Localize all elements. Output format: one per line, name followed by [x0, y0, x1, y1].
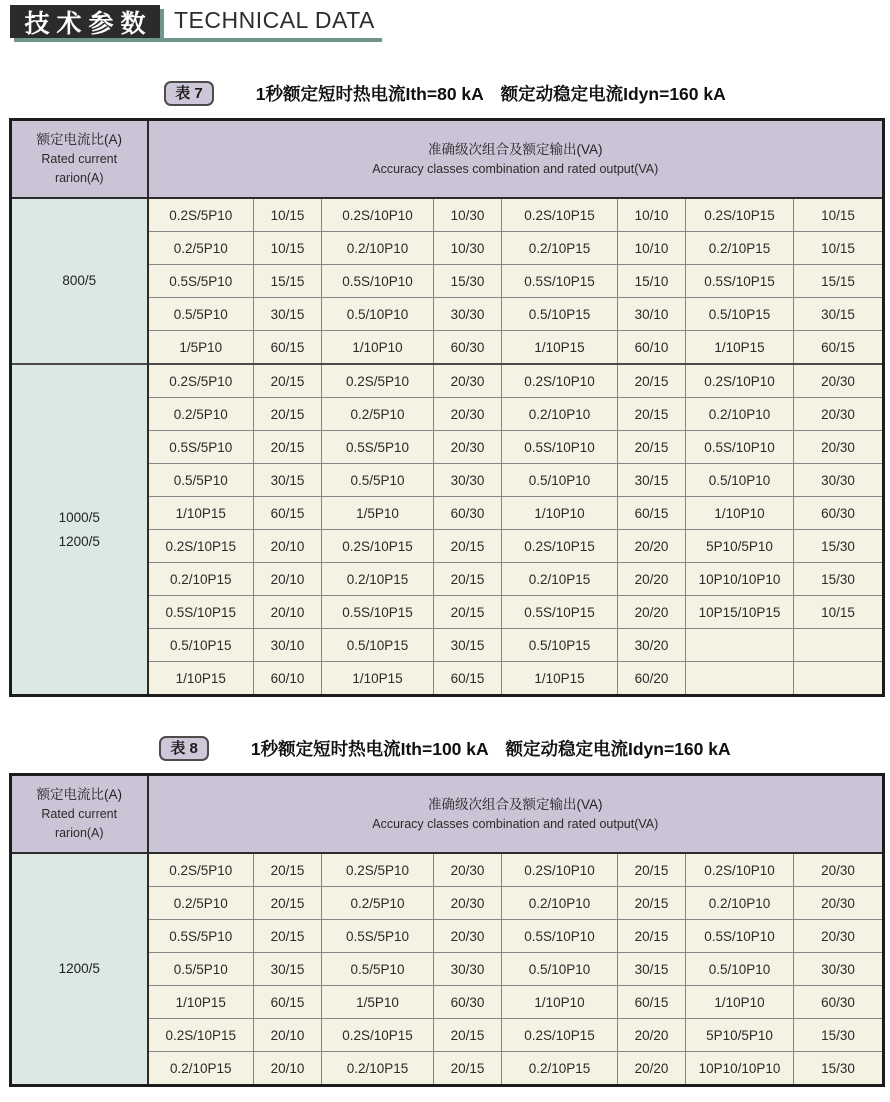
accuracy-combo-cell	[686, 662, 794, 696]
table-row	[11, 853, 884, 887]
accuracy-combo-cell: 1/5P10	[322, 986, 434, 1019]
rated-output-cell: 20/20	[618, 530, 686, 563]
rated-output-cell: 30/15	[434, 629, 502, 662]
accuracy-combo-cell: 0.2/10P10	[502, 887, 618, 920]
table7-title-text: 1秒额定短时热电流Ith=80 kA 额定动稳定电流Idyn=160 kA	[255, 83, 726, 104]
accuracy-combo-cell: 0.2S/10P10	[686, 853, 794, 887]
rated-output-cell: 20/10	[254, 1019, 322, 1052]
accuracy-header-cn: 准确级次组合及额定输出(VA)	[428, 796, 603, 812]
rated-output-cell	[794, 629, 884, 662]
rated-output-cell: 20/15	[254, 364, 322, 398]
rated-output-cell: 20/15	[618, 853, 686, 887]
rated-output-cell: 15/30	[794, 1052, 884, 1086]
accuracy-combo-cell: 1/10P10	[502, 497, 618, 530]
accuracy-header-cell	[148, 120, 884, 199]
accuracy-combo-cell: 0.5S/10P10	[502, 431, 618, 464]
accuracy-combo-cell: 0.5S/10P15	[148, 596, 254, 629]
rated-output-cell: 20/30	[794, 431, 884, 464]
rated-output-cell: 10/15	[794, 232, 884, 265]
table7	[9, 118, 885, 697]
rated-output-cell: 20/20	[618, 1019, 686, 1052]
rated-output-cell: 60/30	[434, 986, 502, 1019]
rated-output-cell: 15/10	[618, 265, 686, 298]
table7-title-row	[0, 80, 890, 106]
table8-head	[11, 775, 884, 854]
accuracy-header-cell	[148, 775, 884, 854]
accuracy-combo-cell: 0.5/10P10	[686, 464, 794, 497]
accuracy-combo-cell: 0.5S/10P15	[502, 596, 618, 629]
accuracy-combo-cell: 0.2/10P15	[322, 563, 434, 596]
accuracy-combo-cell: 0.5S/10P15	[686, 265, 794, 298]
rated-output-cell: 20/30	[794, 364, 884, 398]
accuracy-combo-cell: 0.2S/5P10	[322, 364, 434, 398]
table8-title-row	[0, 735, 890, 761]
accuracy-combo-cell: 0.2S/10P15	[502, 198, 618, 232]
rated-output-cell: 20/15	[434, 596, 502, 629]
rated-output-cell: 60/30	[434, 331, 502, 365]
rated-output-cell: 30/30	[434, 298, 502, 331]
rated-output-cell: 10/30	[434, 232, 502, 265]
accuracy-combo-cell: 0.5S/10P10	[686, 431, 794, 464]
accuracy-combo-cell: 0.2/10P10	[686, 398, 794, 431]
accuracy-combo-cell: 0.5S/10P15	[322, 596, 434, 629]
rated-output-cell: 30/15	[794, 298, 884, 331]
accuracy-combo-cell: 10P10/10P10	[686, 1052, 794, 1086]
page-title-en: TECHNICAL DATA	[174, 7, 375, 33]
accuracy-combo-cell: 0.5S/10P10	[686, 920, 794, 953]
accuracy-combo-cell: 0.5/5P10	[148, 464, 254, 497]
ratio-value: 1000/5	[58, 509, 100, 525]
accuracy-combo-cell: 1/10P15	[502, 662, 618, 696]
rated-output-cell: 10/15	[254, 198, 322, 232]
rated-output-cell: 30/15	[254, 298, 322, 331]
rated-output-cell: 15/30	[794, 530, 884, 563]
accuracy-combo-cell: 0.2S/10P15	[502, 1019, 618, 1052]
rated-output-cell: 30/15	[254, 953, 322, 986]
accuracy-combo-cell: 0.2/5P10	[148, 232, 254, 265]
accuracy-combo-cell: 0.5S/5P10	[148, 431, 254, 464]
accuracy-combo-cell: 0.2/5P10	[148, 887, 254, 920]
rated-output-cell: 20/30	[434, 398, 502, 431]
page-title-cn: 技术参数	[10, 5, 160, 38]
accuracy-combo-cell: 10P10/10P10	[686, 563, 794, 596]
rated-output-cell: 20/30	[434, 853, 502, 887]
rated-output-cell: 20/30	[434, 431, 502, 464]
accuracy-combo-cell: 5P10/5P10	[686, 530, 794, 563]
rated-output-cell: 20/10	[254, 596, 322, 629]
rated-output-cell: 30/10	[254, 629, 322, 662]
accuracy-combo-cell: 0.2/10P15	[502, 1052, 618, 1086]
accuracy-combo-cell: 0.2S/5P10	[322, 853, 434, 887]
accuracy-combo-cell: 0.5/10P15	[148, 629, 254, 662]
rated-output-cell: 60/15	[254, 986, 322, 1019]
accuracy-combo-cell: 0.2S/10P15	[502, 530, 618, 563]
accuracy-combo-cell: 0.2/10P15	[502, 232, 618, 265]
accuracy-combo-cell: 0.5S/5P10	[148, 920, 254, 953]
accuracy-combo-cell	[686, 629, 794, 662]
rated-output-cell: 20/30	[434, 364, 502, 398]
accuracy-combo-cell: 1/10P10	[502, 986, 618, 1019]
accuracy-combo-cell: 1/10P15	[502, 331, 618, 365]
rated-output-cell: 20/15	[618, 920, 686, 953]
rated-current-ratio-cell	[11, 198, 148, 364]
accuracy-combo-cell: 0.2/10P15	[148, 563, 254, 596]
accuracy-combo-cell: 0.2S/5P10	[148, 853, 254, 887]
rated-output-cell: 60/20	[618, 662, 686, 696]
rated-output-cell: 30/30	[794, 953, 884, 986]
accuracy-combo-cell: 0.5/5P10	[322, 953, 434, 986]
accuracy-combo-cell: 0.2/10P15	[148, 1052, 254, 1086]
accuracy-combo-cell: 0.5/10P15	[502, 298, 618, 331]
rated-output-cell: 20/15	[254, 920, 322, 953]
rated-output-cell: 20/15	[254, 398, 322, 431]
ratio-header-cn: 额定电流比(A)	[36, 132, 122, 147]
rated-output-cell: 60/15	[254, 331, 322, 365]
accuracy-combo-cell: 0.2S/10P10	[322, 198, 434, 232]
table-header-row	[11, 120, 884, 199]
ratio-value: 800/5	[62, 273, 97, 288]
accuracy-combo-cell: 0.2S/10P15	[322, 1019, 434, 1052]
accuracy-combo-cell: 0.5/10P15	[686, 298, 794, 331]
accuracy-combo-cell: 1/10P15	[148, 986, 254, 1019]
rated-output-cell: 20/15	[434, 1052, 502, 1086]
rated-output-cell: 60/30	[794, 497, 884, 530]
rated-output-cell: 15/30	[794, 563, 884, 596]
table-header-row	[11, 775, 884, 854]
accuracy-combo-cell: 1/10P10	[686, 986, 794, 1019]
accuracy-combo-cell: 0.5/10P10	[686, 953, 794, 986]
rated-output-cell: 20/15	[618, 398, 686, 431]
ratio-header-en1: Rated current	[41, 807, 118, 821]
table8	[9, 773, 885, 1087]
accuracy-combo-cell: 1/5P10	[322, 497, 434, 530]
rated-output-cell: 30/30	[434, 464, 502, 497]
rated-output-cell: 20/30	[794, 920, 884, 953]
accuracy-combo-cell: 0.5S/5P10	[322, 920, 434, 953]
rated-output-cell: 20/15	[254, 853, 322, 887]
table7-body	[11, 198, 884, 696]
rated-output-cell: 60/15	[618, 497, 686, 530]
rated-output-cell: 20/10	[254, 530, 322, 563]
rated-output-cell: 20/30	[794, 853, 884, 887]
accuracy-combo-cell: 0.2S/10P10	[502, 853, 618, 887]
accuracy-combo-cell: 1/10P10	[686, 497, 794, 530]
ratio-header-cn: 额定电流比(A)	[36, 787, 122, 802]
accuracy-combo-cell: 1/10P15	[148, 662, 254, 696]
accuracy-combo-cell: 0.2S/10P10	[686, 364, 794, 398]
accuracy-combo-cell: 0.2S/10P15	[322, 530, 434, 563]
rated-output-cell: 10/30	[434, 198, 502, 232]
table8-badge: 表 8	[159, 736, 209, 761]
accuracy-combo-cell: 0.5S/10P15	[502, 265, 618, 298]
rated-output-cell: 20/15	[618, 887, 686, 920]
accuracy-combo-cell: 1/10P15	[686, 331, 794, 365]
accuracy-combo-cell: 0.5S/5P10	[148, 265, 254, 298]
rated-output-cell: 60/30	[794, 986, 884, 1019]
rated-output-cell: 20/30	[434, 887, 502, 920]
rated-output-cell: 15/15	[254, 265, 322, 298]
ratio-value: 1200/5	[58, 533, 100, 549]
accuracy-combo-cell: 0.5/10P10	[322, 298, 434, 331]
table8-body	[11, 853, 884, 1086]
accuracy-combo-cell: 0.2/5P10	[322, 398, 434, 431]
accuracy-header-en: Accuracy classes combination and rated output(VA)	[372, 816, 659, 831]
rated-output-cell: 60/15	[434, 662, 502, 696]
rated-output-cell: 20/10	[254, 563, 322, 596]
rated-output-cell: 20/15	[434, 563, 502, 596]
rated-output-cell: 30/20	[618, 629, 686, 662]
accuracy-header-cn: 准确级次组合及额定输出(VA)	[428, 141, 603, 157]
accuracy-combo-cell: 1/10P15	[322, 662, 434, 696]
accuracy-combo-cell: 0.5/10P10	[502, 953, 618, 986]
rated-output-cell: 60/15	[254, 497, 322, 530]
rated-output-cell: 10/10	[618, 232, 686, 265]
page-header	[0, 0, 890, 46]
rated-output-cell: 20/15	[434, 530, 502, 563]
rated-output-cell: 20/15	[254, 431, 322, 464]
rated-output-cell: 10/15	[794, 596, 884, 629]
rated-output-cell: 15/30	[794, 1019, 884, 1052]
rated-output-cell: 20/15	[434, 1019, 502, 1052]
rated-output-cell: 60/10	[254, 662, 322, 696]
accuracy-combo-cell: 0.2/10P15	[322, 1052, 434, 1086]
rated-output-cell: 15/30	[434, 265, 502, 298]
rated-output-cell: 10/15	[794, 198, 884, 232]
rated-output-cell: 20/20	[618, 1052, 686, 1086]
accuracy-combo-cell: 10P15/10P15	[686, 596, 794, 629]
accuracy-combo-cell: 1/5P10	[148, 331, 254, 365]
accuracy-combo-cell: 0.2S/5P10	[148, 198, 254, 232]
accuracy-combo-cell: 0.2/10P15	[502, 563, 618, 596]
rated-output-cell: 20/20	[618, 563, 686, 596]
accuracy-combo-cell: 0.2S/10P15	[148, 530, 254, 563]
ratio-header-cell	[11, 120, 148, 199]
rated-current-ratio-cell	[11, 364, 148, 696]
rated-output-cell	[794, 662, 884, 696]
rated-output-cell: 20/15	[618, 431, 686, 464]
accuracy-combo-cell: 0.5/5P10	[322, 464, 434, 497]
rated-output-cell: 60/15	[618, 986, 686, 1019]
rated-output-cell: 60/10	[618, 331, 686, 365]
accuracy-combo-cell: 1/10P10	[322, 331, 434, 365]
accuracy-combo-cell: 0.5/5P10	[148, 298, 254, 331]
rated-output-cell: 30/15	[254, 464, 322, 497]
rated-output-cell: 15/15	[794, 265, 884, 298]
rated-output-cell: 30/15	[618, 464, 686, 497]
rated-current-ratio-cell	[11, 853, 148, 1086]
accuracy-combo-cell: 0.5S/10P10	[502, 920, 618, 953]
accuracy-combo-cell: 1/10P15	[148, 497, 254, 530]
rated-output-cell: 10/10	[618, 198, 686, 232]
table8-title-text: 1秒额定短时热电流Ith=100 kA 额定动稳定电流Idyn=160 kA	[250, 738, 731, 759]
ratio-header-cell	[11, 775, 148, 854]
accuracy-combo-cell: 0.5S/5P10	[322, 431, 434, 464]
accuracy-combo-cell: 0.5/10P15	[322, 629, 434, 662]
accuracy-combo-cell: 0.2S/10P10	[502, 364, 618, 398]
ratio-header-en1: Rated current	[41, 152, 118, 166]
table7-badge: 表 7	[164, 81, 214, 106]
accuracy-combo-cell: 0.2S/10P15	[148, 1019, 254, 1052]
accuracy-combo-cell: 5P10/5P10	[686, 1019, 794, 1052]
rated-output-cell: 20/30	[434, 920, 502, 953]
rated-output-cell: 30/15	[618, 953, 686, 986]
accuracy-combo-cell: 0.2/10P10	[686, 887, 794, 920]
accuracy-combo-cell: 0.2/5P10	[322, 887, 434, 920]
rated-output-cell: 30/30	[434, 953, 502, 986]
accuracy-combo-cell: 0.2/10P10	[322, 232, 434, 265]
accuracy-combo-cell: 0.2/10P15	[686, 232, 794, 265]
ratio-header-en2: rarion(A)	[54, 171, 104, 185]
ratio-header-en2: rarion(A)	[54, 826, 104, 840]
rated-output-cell: 20/10	[254, 1052, 322, 1086]
rated-output-cell: 10/15	[254, 232, 322, 265]
table-row	[11, 364, 884, 398]
rated-output-cell: 60/30	[434, 497, 502, 530]
rated-output-cell: 20/15	[618, 364, 686, 398]
table7-head	[11, 120, 884, 199]
accuracy-combo-cell: 0.2S/10P15	[686, 198, 794, 232]
rated-output-cell: 20/20	[618, 596, 686, 629]
accuracy-combo-cell: 0.5/5P10	[148, 953, 254, 986]
accuracy-combo-cell: 0.5/10P10	[502, 464, 618, 497]
rated-output-cell: 30/10	[618, 298, 686, 331]
accuracy-combo-cell: 0.2/5P10	[148, 398, 254, 431]
rated-output-cell: 20/30	[794, 398, 884, 431]
accuracy-combo-cell: 0.5/10P15	[502, 629, 618, 662]
ratio-value: 1200/5	[58, 961, 100, 976]
accuracy-combo-cell: 0.2/10P10	[502, 398, 618, 431]
accuracy-header-en: Accuracy classes combination and rated output(VA)	[372, 161, 659, 176]
rated-output-cell: 20/30	[794, 887, 884, 920]
rated-output-cell: 60/15	[794, 331, 884, 365]
rated-output-cell: 30/30	[794, 464, 884, 497]
accuracy-combo-cell: 0.2S/5P10	[148, 364, 254, 398]
rated-output-cell: 20/15	[254, 887, 322, 920]
accuracy-combo-cell: 0.5S/10P10	[322, 265, 434, 298]
table-row	[11, 198, 884, 232]
